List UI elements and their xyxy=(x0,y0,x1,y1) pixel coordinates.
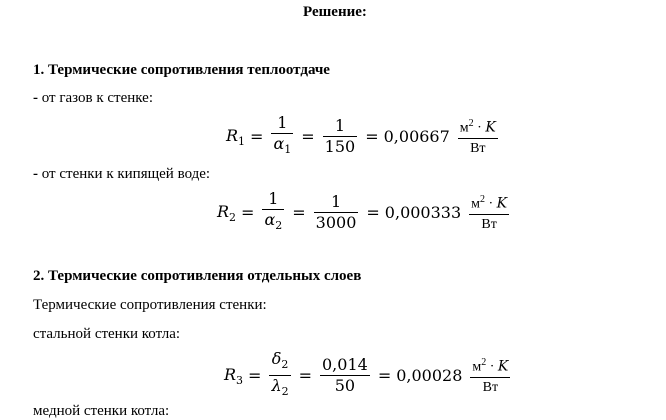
eq1-lhs: $R_1$ xyxy=(226,125,246,148)
eq3-frac-delta-over-lambda: $\frac{\delta_2}{\lambda_2}$ xyxy=(271,349,289,398)
section-2-text-copper: медной стенки котла: xyxy=(33,403,170,419)
section-2-heading: 2. Термические сопротивления отдельных слоев xyxy=(33,268,362,284)
eq1-unit: $\frac{м^2 \cdot K}{Вт}$ xyxy=(459,117,496,157)
equation-r3: $R_3$ = $\frac{\delta_2}{\lambda_2}$ = $\frac{0,014}{50}$ = 0,00028 $\frac{м^2 \cdot K}{Вт}$ xyxy=(224,350,513,401)
eq3-lhs: $R_3$ xyxy=(224,364,244,387)
section-2-text-steel: стальной стенки котла: xyxy=(33,326,181,342)
eq3-unit: $\frac{м^2 \cdot K}{Вт}$ xyxy=(472,356,509,396)
eq2-lhs: $R_2$ xyxy=(217,201,237,224)
eq1-frac-1-over-alpha: $\frac{1}{\alpha_1}$ xyxy=(273,113,292,156)
page-title: Решение: xyxy=(303,4,367,20)
equation-r1: $R_1$ = $\frac{1}{\alpha_1}$ = $\frac{1}{150}$ = 0,00667 $\frac{м^2 \cdot K}{Вт}$ xyxy=(226,114,501,159)
eq2-frac-1-over-alpha: $\frac{1}{\alpha_2}$ xyxy=(264,189,283,232)
section-1-item-gas: - от газов к стенке: xyxy=(33,90,154,106)
eq3-frac-values: $\frac{0,014}{50}$ xyxy=(322,355,368,395)
eq2-unit: $\frac{м^2 \cdot K}{Вт}$ xyxy=(471,193,508,233)
eq2-result: 0,000333 xyxy=(384,203,462,222)
eq1-frac-values: $\frac{1}{150}$ xyxy=(324,116,356,156)
eq2-frac-values: $\frac{1}{3000}$ xyxy=(315,192,357,232)
eq3-result: 0,00028 xyxy=(396,366,463,385)
section-1-heading: 1. Термические сопротивления теплоотдаче xyxy=(33,62,330,78)
section-1-item-water: - от стенки к кипящей воде: xyxy=(33,166,211,182)
section-2-text-wall: Термические сопротивления стенки: xyxy=(33,297,267,313)
equation-r2: $R_2$ = $\frac{1}{\alpha_2}$ = $\frac{1}{3000}$ = 0,000333 $\frac{м^2 \cdot K}{Вт}$ xyxy=(217,190,512,235)
eq1-result: 0,00667 xyxy=(383,127,450,146)
